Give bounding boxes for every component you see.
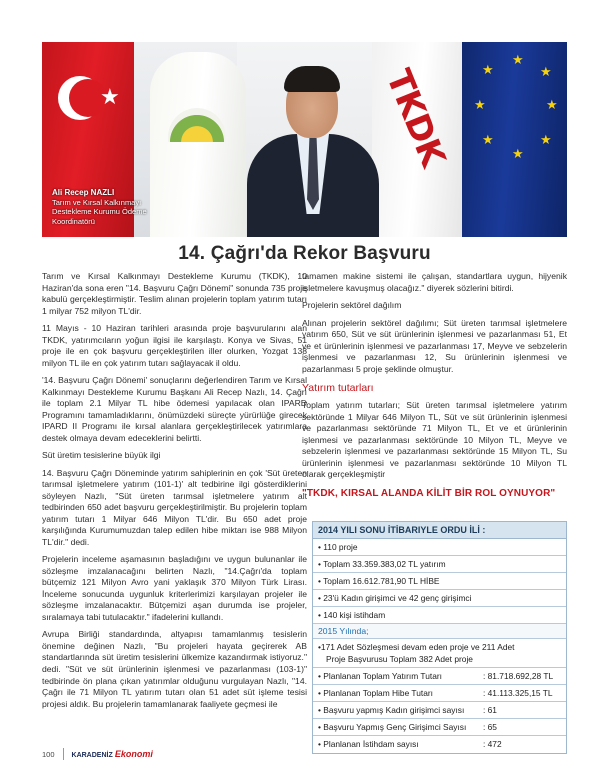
logo-bottom: Ekonomi [114,749,153,759]
row-value: : 61 [483,705,497,715]
subheading: Süt üretim tesislerine büyük ilgi [42,450,161,461]
box-row [313,639,566,668]
caption-line: Destekleme Kurumu Ödeme [52,207,147,217]
paragraph: Projelerin inceleme aşamasının başladığını ve uygun bulunanlar ile sözleşme imzalanacağını belirten Nazlı, "14.Çağrı'da toplam bütçemiz 121 Milyon Avro yani yaklaşık 370 Milyon Türk Lirası. İnceleme sonucunda uygunluk kriterlerimizi karşılayan projeler ile sözleşme imzalanacaktır. Bütçemizi aşan durumda ise projeler, sıralamaya tabi tutulacaktır." ifadelerini kullandı. [42,554,307,622]
paragraph: Alınan projelerin sektörel dağılımı; Süt üreten tarımsal işletmelere yatırım 650, Süt ve süt ürünlerinin işlenmesi ve pazarlanması 51, Et ve et ürünlerinin işlenmesi ve pazarlanması 17, Meyve ve sebzelerin işlenmesi ve pazarlanması 12, Su ürünlerinin işlenmesi ve pazarlanması 5 proje şeklinde olmuştur. [302,317,567,374]
magazine-logo [72,749,153,759]
pull-quote: "TKDK, KIRSAL ALANDA KİLİT BİR ROL OYNUYOR" [302,487,556,499]
box-row [313,668,566,685]
caption-line: Tarım ve Kırsal Kalkınmayı [52,198,142,207]
box-row: • 23'ü Kadın girişimci ve 42 genç girişimci [313,590,566,607]
row-label: • Başvuru yapmış Kadın girişimci sayısı [318,705,465,715]
page-number: 100 [42,749,55,759]
caption-line: Koordinatörü [52,216,95,226]
row-label: • Planlanan İstihdam sayısı [318,739,419,749]
row-label: • Planlanan Toplam Hibe Tutarı [318,688,433,698]
tkdk-flag [372,42,462,237]
box-row [313,702,566,719]
photo-caption [52,188,147,226]
box-subheading: 2015 Yılında; [313,624,566,639]
row-value: : 472 [483,739,502,749]
box-row [313,719,566,736]
paragraph: tamamen makine sistemi ile çalışan, standartlara uygun, hijyenik işletmelere kavuşmuş olacağız." diyerek sözlerini bitirdi. [302,271,567,293]
section-heading: Yatırım tutarları [302,382,374,395]
statistics-box [312,521,567,754]
box-row: • Toplam 33.359.383,02 TL yatırım [313,556,566,573]
paragraph: '14. Başvuru Çağrı Dönemi' sonuçlarını değerlendiren Tarım ve Kırsal Kalkınmayı Destekleme Kurumu Başkanı Ali Recep Nazlı, 14. Çağrı ile toplam 2.1 Milyar TL hibe ödemesi yapılacak olan IPARD Programını tamamladıklarını, önümüzdeki süreçte yürürlüğe girecek IPARD II Programı ile kırsal alanlara gerçekleştirilecek yatırımlara destek olmaya devam edeceklerini belirtti. [42,375,307,443]
eu-flag: ★ ★ ★ ★ ★ ★ ★ ★ [462,42,567,237]
page-footer [42,748,153,760]
box-row [313,736,566,753]
left-column [42,271,307,716]
box-heading: 2014 YILI SONU İTİBARIYLE ORDU İLİ : [313,522,566,539]
caption-name: Ali Recep NAZLI [52,188,115,197]
box-row: • 110 proje [313,539,566,556]
paragraph: Avrupa Birliği standardında, altyapısı tamamlanmış tesislerin önemine değinen Nazlı, "Bu projeleri hayata geçirerek AB standartlarında süt üretim tesislerini ülkemize kazandırmak istiyoruz." dedi. "Süt ve süt ürünlerinin işlenmesi ve pazarlanması (103-1)" tedbirinde ön plana çıkan yatırımlar olduğunu vurgulayan Nazlı, "14. Çağrı ile 71 Milyon TL yatırım tutarı olan 51 adet süt işleme tesisi projesi aldık. Bu projelerin tamamlanarak faaliyete geçmesi ile [42,629,307,709]
contracts-line: •171 Adet Sözleşmesi devam eden proje ve 211 Adet [318,642,515,652]
tkdk-logo: TKDK [377,63,453,172]
box-row [313,685,566,702]
row-value: : 41.113.325,15 TL [483,688,553,698]
paragraph: Tarım ve Kırsal Kalkınmayı Destekleme Kurumu (TKDK), 10 Haziran'da sona eren "14. Başvuru Çağrı Dönemi" sonunda 735 proje kabulü gerçekleştirmiştir. Teslim alınan projelerin toplam yatırım tutarı 1 milyar 752 milyon TL'dir. [42,271,307,316]
turkish-flag: ★ [42,42,134,237]
ipard-flag [150,52,246,237]
subheading: Projelerin sektörel dağılım [302,300,402,311]
row-label: • Başvuru Yapmış Genç Girişimci Sayısı [318,722,467,732]
row-value: : 65 [483,722,497,732]
logo-top: KARADENİZ [71,752,113,759]
row-label: • Planlanan Toplam Yatırım Tutarı [318,671,442,681]
right-column [302,271,567,506]
contracts-line: Proje Başvurusu Toplam 382 Adet proje [326,654,473,664]
box-row: • Toplam 16.612.781,90 TL HİBE [313,573,566,590]
article-title: 14. Çağrı'da Rekor Başvuru [178,243,431,264]
divider [63,748,64,760]
paragraph: 11 Mayıs - 10 Haziran tarihleri arasında proje başvurularını alan TKDK, yatırımcıların yoğun ilgisi ile karşılaştı. Konya ve Sivas, 51 proje ile en çok başvuru gerçekleştirilen iller olurken, Yozgat 138 milyon TL ile en çok yatırım tutarı sağlayacak il oldu. [42,323,307,368]
row-value: : 81.718.692,28 TL [483,671,554,681]
box-row: • 140 kişi istihdam [313,607,566,624]
paragraph: Toplam yatırım tutarları; Süt üreten tarımsal işletmelere yatırım sektöründe 1 Milyar 646 Milyon TL, Süt ve süt ürünlerinin işlenmesi ve pazarlanması sektöründe 71 Milyon TL, Et ve et ürünlerinin işlenmesi ve pazarlanması sektöründe 10 Milyon TL, Meyve ve sebzelerin işlenmesi ve pazarlanması sektöründe 15 Milyon TL, Su ürünlerinin işlenmesi ve pazarlanması sektöründe 10 Milyon TL olarak gerçekleşmiştir [302,400,567,480]
paragraph: 14. Başvuru Çağrı Döneminde yatırım sahiplerinin en çok 'Süt üreten tarımsal işletmelere yatırım (101-1)' alt tedbirine ilgi gösterdiklerini söyleyen Nazlı, "Süt üreten tarımsal işletmelere yatırım alt tedbirinden 650 adet başvuru gerçekleştirilmiştir. Bu projelerin toplam yatırım tutarı 1 Milyar 646 Milyon TL'dir. Bu 650 adet proje karşılığında Kurumumuzdan talep edilen hibe miktarı ise 988 Milyon TL'dir." dedi. [42,467,307,547]
